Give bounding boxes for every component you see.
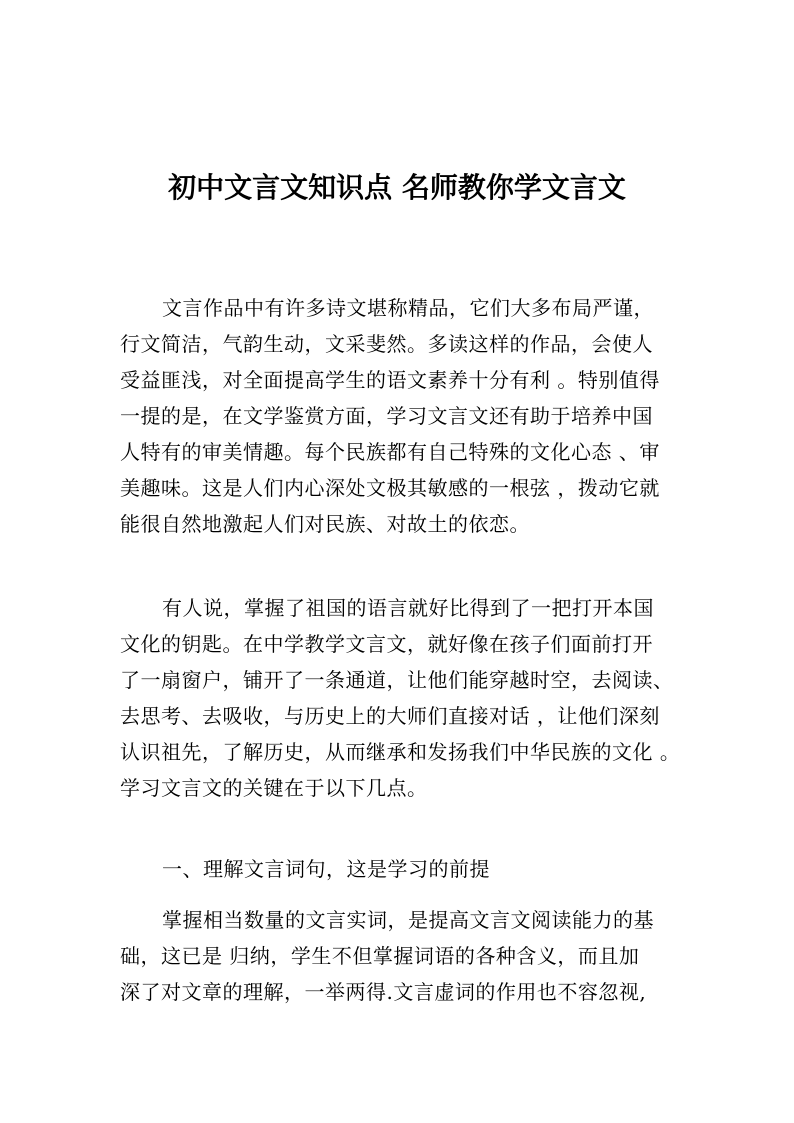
- paragraph-line: 行文简洁，气韵生动，文采斐然。多读这样的作品，会使人: [120, 332, 653, 356]
- paragraph-line: 认识祖先，了解历史，从而继承和发扬我们中华民族的文化 。: [120, 740, 681, 764]
- paragraph-2: [120, 590, 681, 806]
- section-heading-1: [120, 851, 676, 887]
- paragraph-line: 受益匪浅，对全面提高学生的语文素养十分有利 。特别值得: [120, 368, 660, 392]
- section-heading-text: 一、理解文言词句，这是学习的前提: [162, 857, 490, 881]
- paragraph-line: 有人说，掌握了祖国的语言就好比得到了一把打开本国: [162, 596, 654, 620]
- paragraph-line: 能很自然地激起人们对民族、对故土的依恋。: [120, 512, 530, 536]
- paragraph-line: 人特有的审美情趣。每个民族都有自己特殊的文化心态 、审: [120, 440, 660, 464]
- paragraph-line: 去思考、去吸收，与历史上的大师们直接对话 ，让他们深刻: [120, 704, 660, 728]
- paragraph-line: 一提的是，在文学鉴赏方面，学习文言文还有助于培养中国: [120, 404, 653, 428]
- paragraph-1: [120, 290, 676, 542]
- paragraph-line: 础，这已是 归纳，学生不但掌握词语的各种含义，而且加: [120, 944, 640, 968]
- paragraph-line: 深了对文章的理解，一举两得.文言虚词的作用也不容忽视,: [120, 980, 647, 1004]
- paragraph-line: 掌握相当数量的文言实词，是提高文言文阅读能力的基: [162, 908, 654, 932]
- paragraph-line: 文言作品中有许多诗文堪称精品，它们大多布局严谨，: [162, 296, 654, 320]
- paragraph-3: [120, 902, 676, 1010]
- paragraph-line: 学习文言文的关键在于以下几点。: [120, 776, 428, 800]
- paragraph-line: 了一扇窗户，铺开了一条通道，让他们能穿越时空，去阅读、: [120, 668, 674, 692]
- paragraph-line: 美趣味。这是人们内心深处文极其敏感的一根弦 ，拨动它就: [120, 476, 660, 500]
- page-title: 初中文言文知识点 名师教你学文言文: [168, 171, 626, 204]
- paragraph-line: 文化的钥匙。在中学教学文言文，就好像在孩子们面前打开: [120, 632, 653, 656]
